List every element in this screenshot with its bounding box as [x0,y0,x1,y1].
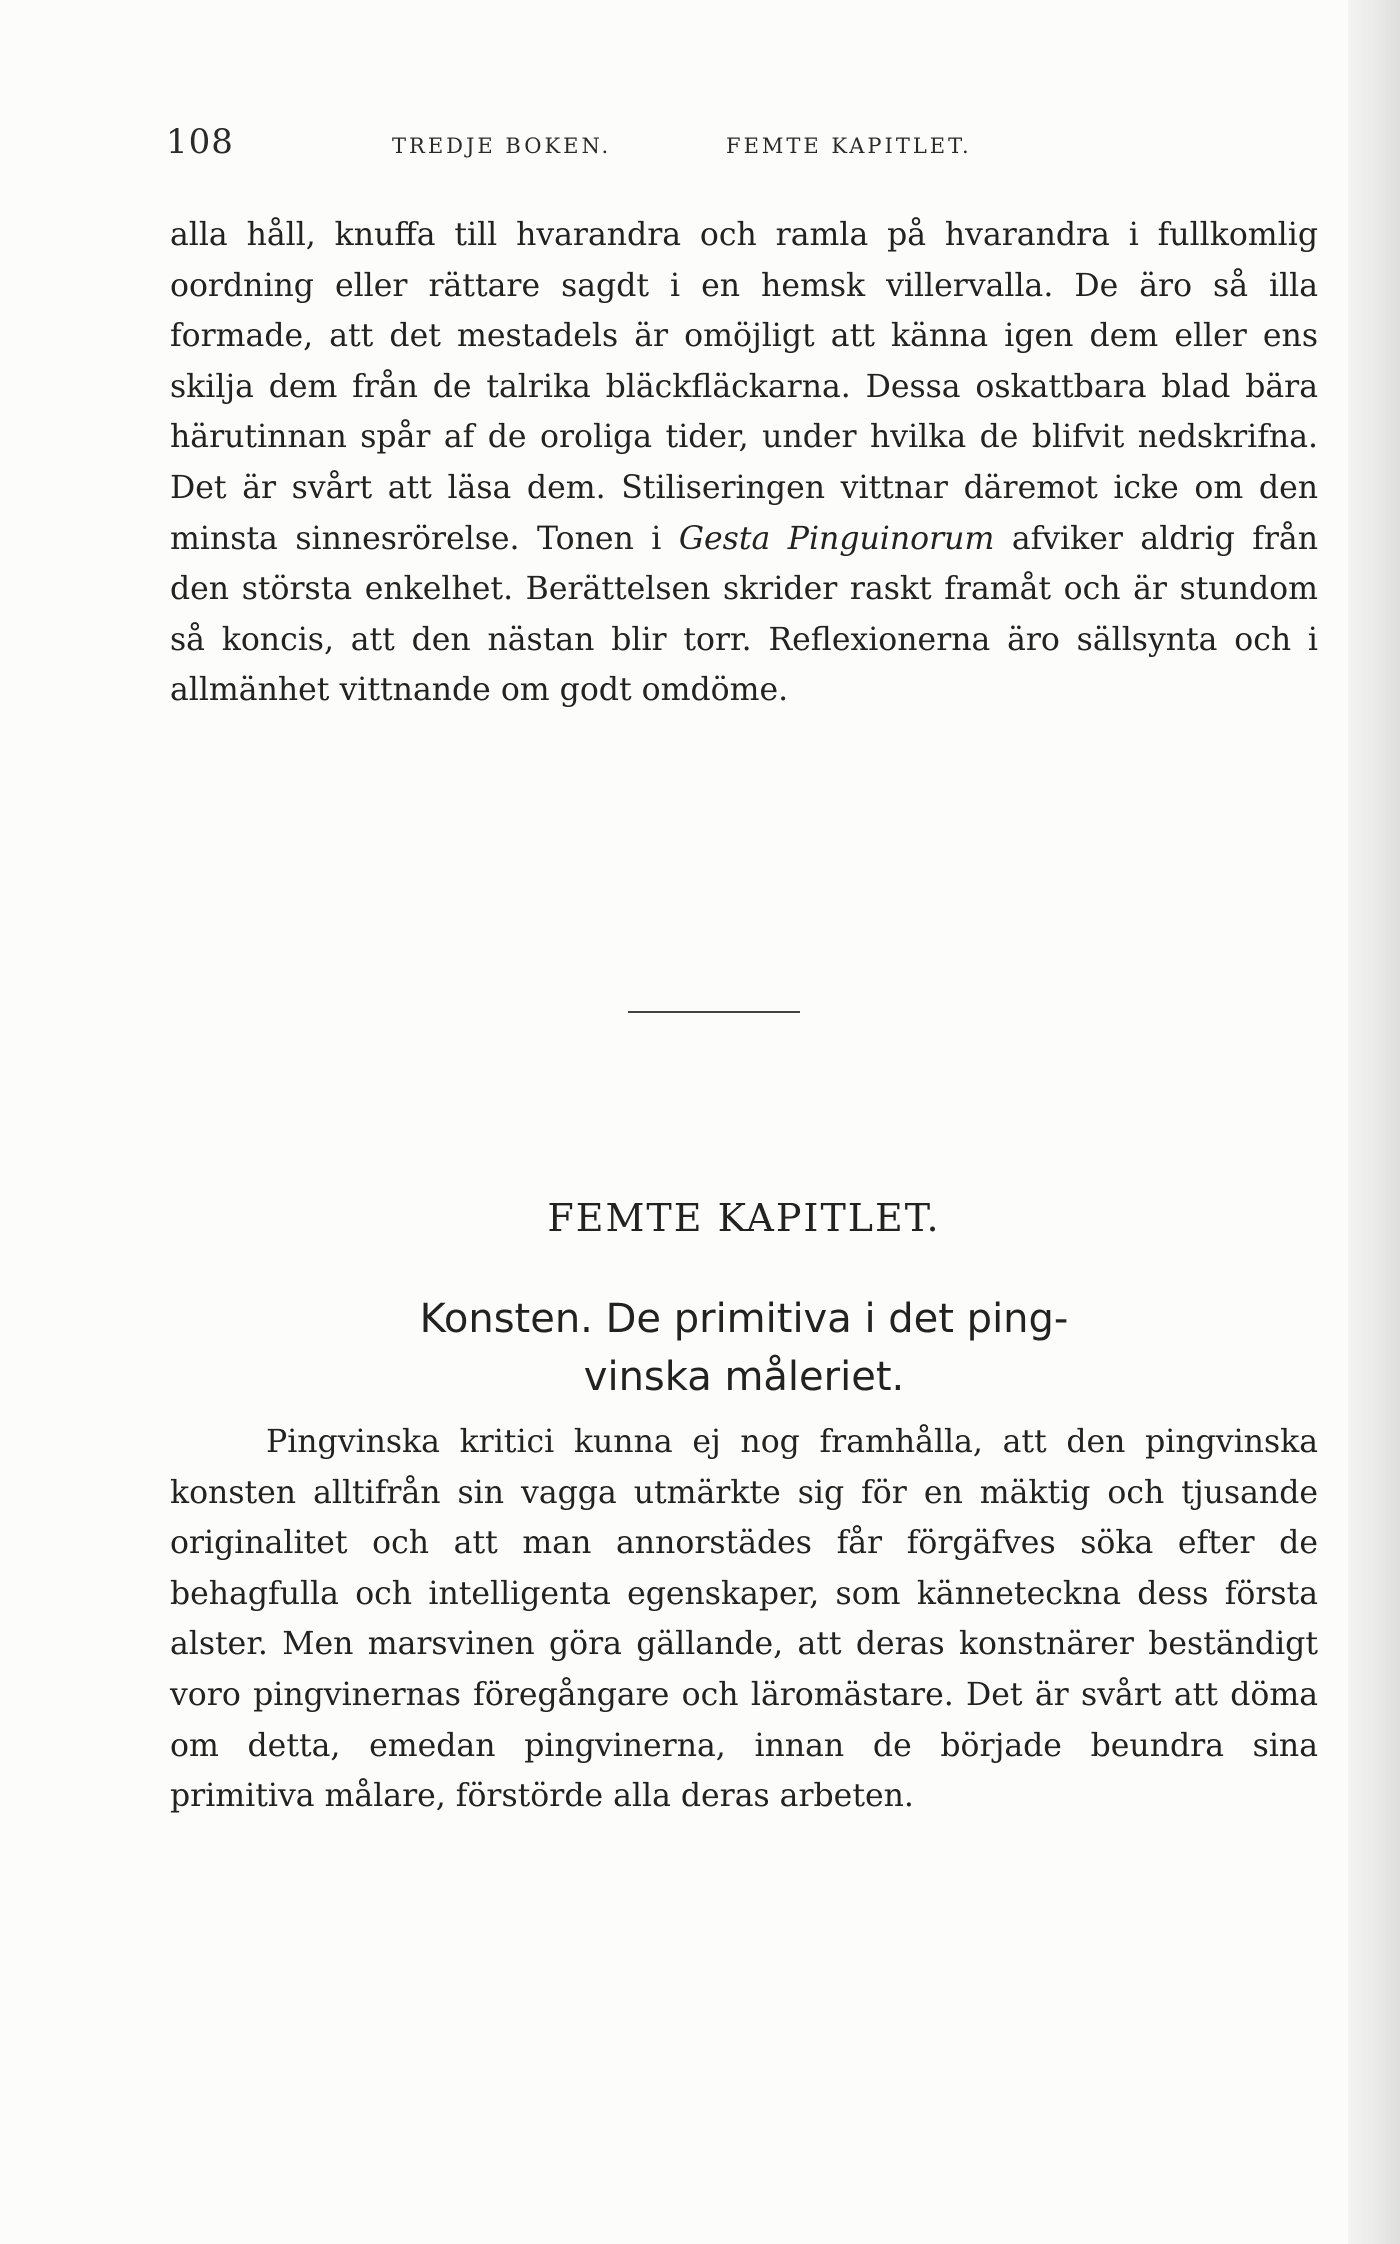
running-header [166,118,1166,168]
section-divider-rule [628,1011,800,1013]
paragraph-1 [170,210,1318,716]
paragraph-1-text-b: afviker aldrig från den största enkelhet. Berättelsen skrider raskt framåt och är stundom så koncis, att den nästan blir torr. Reflexionerna äro sällsynta och i allmänhet vittnande om godt omdöme. [170,520,1319,709]
paragraph-2: Pingvinska kritici kunna ej nog framhålla, att den pingvinska konsten alltifrån sin vagga utmärkte sig för en mäktig och tjusande originalitet och att man annorstädes får förgäfves söka efter de behagfulla och intelligenta egenskaper, som känneteckna dess första alster. Men marsvinen göra gällande, att deras konstnärer beständigt voro pingvinernas föregångare och läromästare. Det är svårt att döma om detta, emedan pingvinerna, innan de började beundra sina primitiva målare, förstörde alla deras arbeten. [170,1424,1318,1815]
chapter-subtitle-line-1: Konsten. De primitiva i det ping- [419,1296,1069,1342]
paragraph-1-text-a: alla håll, knuffa till hvarandra och ramla på hvarandra i fullkomlig oordning eller rättare sagdt i en hemsk villervalla. De äro så illa formade, att det mestadels är omöjligt att känna igen dem eller ens skilja dem från de talrika bläckfläckarna. Dessa oskattbara blad bära härutinnan spår af de oroliga tider, under hvilka de blifvit nedskrifna. Det är svårt att läsa dem. Stiliseringen vittnar däremot icke om den minsta sinnesrörelse. Tonen i [170,217,1318,557]
book-title: TREDJE BOKEN. [392,134,612,158]
page-number: 108 [166,122,234,162]
chapter-heading: FEMTE KAPITLET. [547,1196,941,1240]
chapter-subtitle [170,1290,1318,1406]
page-edge-shadow [1348,0,1400,2244]
chapter-subtitle-line-2: vinska måleriet. [583,1354,905,1400]
chapter-running-title: FEMTE KAPITLET. [726,134,972,158]
work-title-italic: Gesta Pinguinorum [678,520,995,557]
